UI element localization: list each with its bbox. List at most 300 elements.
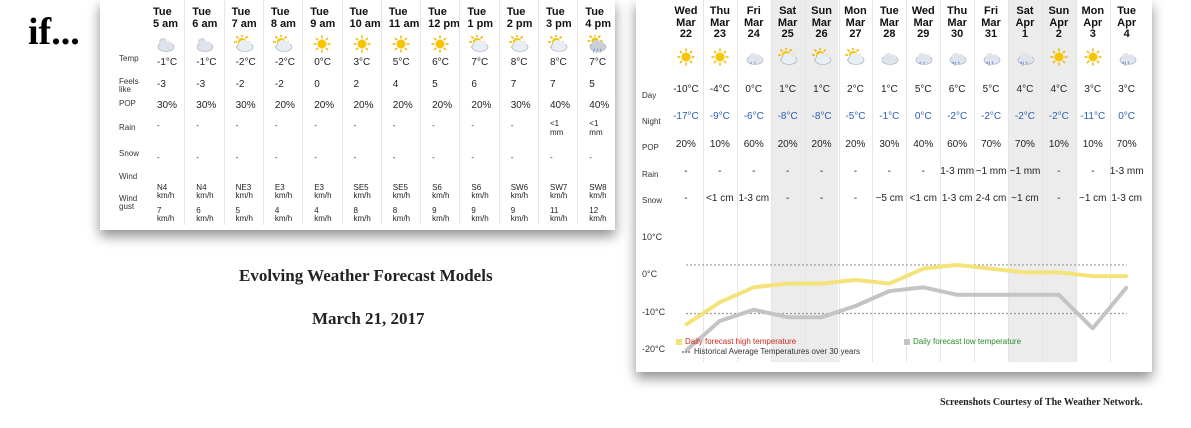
- column-divider: [459, 0, 460, 225]
- pop-value: 20%: [675, 139, 696, 150]
- night-temp-value: -2°C: [980, 111, 1002, 122]
- partly-cloudy-night-icon: [193, 35, 215, 58]
- low-temp-point: [888, 290, 891, 293]
- partly-sunny-icon: [468, 35, 490, 58]
- low-temp-point: [820, 316, 823, 319]
- snow-value: ~5 cm: [875, 193, 904, 204]
- night-temp-value: -2°C: [1014, 111, 1035, 122]
- daily-row-label: POP: [642, 143, 659, 152]
- high-temp-point: [990, 267, 993, 270]
- daily-row-label: Day: [642, 91, 657, 100]
- feels-like-value: 0: [314, 79, 320, 90]
- hour-time: 9 am: [310, 18, 336, 30]
- wind-unit: km/h: [471, 191, 489, 200]
- pop-value: 20%: [274, 100, 295, 111]
- partly-sunny-icon: [233, 35, 255, 58]
- day-header-mon: Mar: [845, 17, 866, 29]
- svg-text:/ / /: / / /: [593, 49, 602, 53]
- hourly-row-label: Wind gust: [119, 194, 138, 211]
- daily-row-label: Rain: [642, 170, 659, 179]
- wind-unit: km/h: [392, 191, 411, 200]
- wind-value: SW7: [550, 183, 568, 192]
- high-temp-point: [1125, 275, 1128, 278]
- gust-value: 12: [589, 206, 599, 215]
- rain-value: -: [819, 166, 824, 177]
- sunny-icon: [429, 35, 451, 58]
- legend-high-label: Daily forecast high temperature: [685, 337, 797, 346]
- feels-like-value: 5: [432, 79, 438, 90]
- gust-unit: km/h: [471, 214, 489, 223]
- snow-value: <1 cm: [706, 193, 734, 204]
- snow-value: 1-3 cm: [738, 193, 770, 204]
- day-header-date: 29: [917, 28, 930, 40]
- hour-day: Tue: [428, 6, 447, 18]
- legend-swatch-high: [676, 339, 682, 345]
- svg-text:*/ *: */ *: [952, 62, 961, 66]
- pop-value: 20%: [845, 139, 866, 150]
- wind-value: E3: [274, 183, 285, 192]
- temp-value: 3°C: [353, 57, 371, 68]
- hour-day: Tue: [506, 6, 526, 18]
- hour-day: Tue: [192, 6, 212, 18]
- gust-unit: km/h: [392, 214, 411, 223]
- hour-time: 2 pm: [506, 18, 533, 30]
- day-temp-value: -10°C: [673, 84, 699, 95]
- day-header-date: 30: [951, 28, 964, 40]
- day-header-date: 31: [984, 28, 998, 40]
- column-divider: [342, 0, 343, 225]
- rain-value: -: [1091, 166, 1095, 177]
- snow-value: -: [589, 153, 592, 162]
- hour-day: Tue: [388, 6, 408, 18]
- high-temp-point: [752, 286, 755, 289]
- pop-value: 20%: [471, 100, 492, 111]
- wind-unit: km/h: [589, 191, 607, 200]
- low-temp-point: [990, 293, 993, 296]
- day-header-dow: Wed: [674, 5, 698, 17]
- night-temp-value: -11°C: [1080, 111, 1106, 122]
- rain-unit: mm: [550, 128, 564, 137]
- night-temp-value: -8°C: [777, 111, 798, 122]
- svg-text:* *: * *: [749, 62, 757, 66]
- day-header-date: 24: [747, 28, 760, 40]
- snow-value: -: [684, 193, 688, 204]
- rain-value: -: [684, 166, 688, 177]
- snow-value: -: [510, 153, 514, 162]
- feels-like-value: 7: [510, 79, 517, 90]
- wind-value: SW6: [510, 183, 529, 192]
- night-temp-value: -1°C: [879, 111, 900, 122]
- wind-unit: km/h: [432, 191, 450, 200]
- day-temp-value: 4°C: [1050, 84, 1068, 95]
- snow-value: -: [235, 153, 239, 162]
- hour-day: Tue: [153, 6, 172, 18]
- daily-forecast-panel: [636, 0, 1152, 372]
- hour-day: Tue: [546, 6, 565, 18]
- day-header-date: 2: [1055, 28, 1062, 40]
- y-tick-label: -20°C: [642, 344, 666, 354]
- day-header-mon: Mar: [710, 17, 730, 29]
- low-temp-point: [854, 305, 857, 308]
- temperature-chart: [636, 0, 1152, 372]
- rain-value: -: [471, 121, 475, 130]
- high-temp-point: [718, 301, 721, 304]
- caption-date: March 21, 2017: [312, 309, 425, 328]
- day-header-dow: Sun: [1048, 5, 1070, 17]
- hour-day: Tue: [231, 6, 251, 18]
- hour-day: Tue: [349, 6, 369, 18]
- snow-value: -: [1057, 193, 1061, 204]
- pop-value: 20%: [432, 100, 453, 111]
- wind-value: N4: [157, 183, 168, 192]
- pop-value: 20%: [353, 100, 374, 111]
- column-divider: [577, 0, 578, 225]
- day-header-dow: Fri: [746, 5, 761, 17]
- hour-time: 11 am: [388, 18, 420, 30]
- day-header-dow: Tue: [879, 5, 899, 17]
- cloudy-rain-icon: [586, 35, 608, 58]
- rain-value: -: [314, 121, 317, 130]
- wind-unit: km/h: [550, 191, 568, 200]
- day-header-dow: Thu: [709, 5, 730, 17]
- feels-like-value: -2: [274, 79, 284, 90]
- partly-sunny-icon: [547, 35, 569, 58]
- pop-value: 70%: [981, 139, 1002, 150]
- partly-sunny-icon: [508, 35, 530, 58]
- pop-value: 10%: [1082, 139, 1103, 150]
- wind-unit: km/h: [314, 191, 332, 200]
- temp-value: 8°C: [550, 57, 567, 68]
- low-temp-point: [1125, 286, 1128, 289]
- high-temp-point: [820, 282, 823, 285]
- day-temp-value: 6°C: [948, 84, 966, 95]
- rain-value: -: [353, 121, 357, 130]
- snow-value: 1-3 cm: [1111, 193, 1142, 204]
- y-tick-label: -10°C: [642, 306, 666, 317]
- wind-value: N4: [196, 183, 207, 192]
- column-divider: [499, 0, 500, 225]
- hourly-row-label: Feels like: [119, 77, 139, 94]
- day-header-date: 27: [849, 28, 862, 40]
- rain-unit: mm: [589, 128, 603, 137]
- day-temp-value: 0°C: [745, 84, 763, 95]
- rain-value: ~1 mm: [1009, 166, 1041, 177]
- day-header-dow: Tue: [1117, 5, 1137, 17]
- gust-value: 9: [510, 206, 516, 215]
- wind-unit: km/h: [510, 191, 529, 200]
- rain-value: -: [196, 121, 199, 130]
- low-temp-point: [1091, 327, 1094, 330]
- snow-value: -: [819, 193, 824, 204]
- day-header-mon: Mar: [811, 17, 832, 29]
- hour-day: Tue: [467, 6, 487, 18]
- day-header-mon: Apr: [1083, 17, 1103, 29]
- pop-value: 40%: [589, 100, 610, 111]
- wind-value: S6: [471, 183, 482, 192]
- rain-value: -: [1057, 166, 1061, 177]
- gust-value: 8: [392, 206, 398, 215]
- low-temp-point: [922, 286, 925, 289]
- high-temp-point: [684, 323, 687, 326]
- high-temp-point: [854, 278, 857, 281]
- legend-swatch-low: [904, 339, 910, 345]
- day-temp-value: 5°C: [982, 84, 1000, 95]
- rain-value: <1: [550, 119, 560, 128]
- high-temp-point: [956, 263, 959, 266]
- hour-time: 6 am: [192, 18, 218, 30]
- wind-value: SE5: [392, 183, 408, 192]
- low-temp-point: [718, 319, 721, 322]
- day-header-dow: Thu: [947, 5, 968, 17]
- temp-value: 8°C: [510, 57, 528, 68]
- day-temp-value: 4°C: [1016, 84, 1034, 95]
- temp-value: -2°C: [235, 57, 256, 68]
- caption-credit: Screenshots Courtesy of The Weather Network.: [940, 397, 1143, 408]
- feels-like-value: 6: [471, 79, 477, 90]
- low-temp-point: [956, 293, 959, 296]
- rain-value: -: [752, 166, 756, 177]
- column-divider: [263, 0, 264, 225]
- hour-time: 10 am: [349, 18, 381, 30]
- daily-row-label: Snow: [642, 196, 663, 205]
- night-temp-value: -2°C: [947, 111, 968, 122]
- snow-value: -: [392, 153, 396, 162]
- feels-like-value: 7: [550, 79, 556, 90]
- gust-unit: km/h: [235, 214, 253, 223]
- hour-time: 5 am: [153, 18, 179, 30]
- feels-like-value: -3: [196, 79, 206, 90]
- gust-value: 4: [274, 206, 280, 215]
- day-header-date: 22: [679, 28, 693, 40]
- gust-value: 7: [157, 206, 162, 215]
- hourly-row-label: POP: [119, 99, 136, 108]
- feels-like-value: 4: [392, 79, 399, 90]
- night-temp-value: 0°C: [914, 111, 932, 122]
- feels-like-value: -3: [157, 79, 166, 90]
- day-header-dow: Mon: [844, 5, 867, 17]
- rain-value: <1: [589, 119, 599, 128]
- partly-sunny-icon: [272, 35, 294, 58]
- day-header-dow: Fri: [984, 5, 999, 17]
- day-header-mon: Mar: [981, 17, 1001, 29]
- snow-value: -: [853, 193, 858, 204]
- rain-value: -: [274, 121, 278, 130]
- wind-value: SW8: [589, 183, 607, 192]
- day-header-dow: Wed: [911, 5, 935, 17]
- pop-value: 20%: [392, 100, 413, 111]
- sunny-icon: [390, 35, 412, 58]
- rain-value: -: [718, 166, 722, 177]
- temp-value: -2°C: [274, 57, 296, 68]
- day-header-date: 26: [815, 28, 828, 40]
- wind-value: E3: [314, 183, 324, 192]
- rain-value: -: [887, 166, 892, 177]
- rain-value: -: [853, 166, 858, 177]
- wind-value: NE3: [235, 183, 252, 192]
- rain-value: ~1 mm: [975, 166, 1007, 177]
- column-divider: [420, 0, 421, 225]
- hour-time: 3 pm: [546, 18, 572, 30]
- intro-text: if...: [28, 11, 80, 53]
- day-header-dow: Sun: [811, 5, 832, 17]
- gust-value: 4: [314, 206, 319, 215]
- pop-value: 10%: [709, 139, 730, 150]
- svg-text:*/ *: */ *: [1121, 62, 1130, 66]
- night-temp-value: -17°C: [673, 111, 699, 122]
- gust-value: 9: [432, 206, 437, 215]
- day-header-mon: Apr: [1117, 17, 1137, 29]
- legend-low-label: Daily forecast low temperature: [913, 337, 1022, 346]
- pop-value: 30%: [196, 100, 217, 111]
- temp-value: 7°C: [471, 57, 489, 68]
- day-header-mon: Mar: [947, 17, 967, 29]
- low-temp-point: [752, 308, 755, 311]
- day-header-date: 1: [1021, 28, 1028, 40]
- legend-historical-label: Historical Average Temperatures over 30 years: [694, 347, 861, 356]
- temp-value: -1°C: [196, 57, 217, 68]
- feels-like-value: 2: [353, 79, 360, 90]
- temp-value: 7°C: [589, 57, 607, 68]
- wind-unit: km/h: [353, 191, 371, 200]
- hour-time: 1 pm: [467, 18, 494, 30]
- high-temp-point: [888, 282, 891, 285]
- day-header-mon: Apr: [1015, 17, 1035, 29]
- snow-value: -: [353, 153, 357, 162]
- day-header-mon: Apr: [1049, 17, 1069, 29]
- day-header-date: 23: [713, 28, 726, 40]
- gust-value: 11: [550, 206, 559, 215]
- pop-value: 40%: [913, 139, 934, 150]
- rain-value: -: [235, 121, 239, 130]
- hourly-row-label: Rain: [119, 123, 136, 132]
- gust-unit: km/h: [353, 214, 371, 223]
- wind-unit: km/h: [157, 191, 175, 200]
- snow-value: -: [314, 153, 317, 162]
- day-temp-value: 1°C: [880, 84, 898, 95]
- night-temp-value: -9°C: [709, 111, 730, 122]
- night-temp-value: -2°C: [1048, 111, 1069, 122]
- snow-value: -: [432, 153, 435, 162]
- snow-value: ~1 cm: [1078, 193, 1107, 204]
- sunny-icon: [311, 35, 333, 58]
- y-tick-label: 10°C: [642, 232, 663, 242]
- pop-value: 60%: [947, 139, 968, 150]
- column-divider: [381, 0, 382, 225]
- caption-title: Evolving Weather Forecast Models: [239, 266, 493, 285]
- day-temp-value: 3°C: [1084, 84, 1102, 95]
- rain-value: -: [785, 166, 790, 177]
- day-temp-value: -4°C: [709, 84, 730, 95]
- hourly-row-label: Wind: [119, 172, 138, 181]
- high-temp-point: [1091, 275, 1094, 278]
- snow-value: <1 cm: [909, 193, 937, 204]
- gust-unit: km/h: [274, 214, 293, 223]
- day-header-date: 28: [883, 28, 896, 40]
- pop-value: 30%: [879, 139, 900, 150]
- column-divider: [302, 0, 303, 225]
- night-temp-value: -5°C: [845, 111, 866, 122]
- gust-value: 9: [471, 206, 476, 215]
- hourly-row-label: Snow: [119, 149, 140, 158]
- daily-row-label: Night: [642, 117, 661, 126]
- pop-value: 20%: [314, 100, 335, 111]
- hour-time: 12 pm: [428, 18, 460, 30]
- rain-value: -: [921, 166, 925, 177]
- pop-value: 40%: [550, 100, 571, 111]
- day-header-date: 4: [1123, 28, 1130, 40]
- gust-unit: km/h: [589, 214, 607, 223]
- hourly-row-label: Temp: [119, 54, 139, 63]
- wind-unit: km/h: [196, 191, 214, 200]
- rain-value: -: [392, 121, 396, 130]
- feels-like-value: -2: [235, 79, 245, 90]
- low-temp-point: [786, 316, 789, 319]
- day-temp-value: 5°C: [914, 84, 932, 95]
- temp-value: 6°C: [432, 57, 449, 68]
- svg-text:* *: * *: [919, 62, 926, 66]
- temp-value: 0°C: [314, 57, 331, 68]
- rain-value: -: [510, 121, 514, 130]
- snow-value: -: [471, 153, 475, 162]
- night-temp-value: -8°C: [811, 111, 832, 122]
- legend-swatch-historical: [682, 351, 690, 353]
- hour-time: 7 am: [231, 18, 257, 30]
- hourly-forecast-panel: [100, 0, 615, 230]
- column-divider: [224, 0, 225, 225]
- day-header-date: 25: [781, 28, 794, 40]
- pop-value: 70%: [1014, 139, 1035, 150]
- day-temp-value: 2°C: [847, 84, 864, 95]
- wind-unit: km/h: [235, 191, 253, 200]
- hour-time: 8 am: [270, 18, 296, 30]
- wind-value: SE5: [353, 183, 369, 192]
- rain-value: 1-3 mm: [940, 166, 975, 177]
- pop-value: 30%: [510, 100, 531, 111]
- pop-value: 20%: [811, 139, 832, 150]
- day-header-mon: Mar: [913, 17, 934, 29]
- day-header-mon: Mar: [777, 17, 798, 29]
- day-header-mon: Mar: [676, 17, 696, 29]
- hour-day: Tue: [585, 6, 605, 18]
- night-temp-value: 0°C: [1118, 111, 1136, 122]
- feels-like-value: 5: [589, 79, 595, 90]
- low-temp-point: [1057, 293, 1060, 296]
- temp-value: 5°C: [392, 57, 410, 68]
- svg-text:*/ *: */ *: [986, 62, 995, 66]
- pop-value: 10%: [1048, 139, 1069, 150]
- day-header-dow: Mon: [1081, 5, 1105, 17]
- temp-value: -1°C: [157, 57, 178, 68]
- day-temp-value: 3°C: [1118, 84, 1136, 95]
- column-divider: [184, 0, 185, 225]
- day-temp-value: 1°C: [813, 84, 830, 95]
- day-header-mon: Mar: [879, 17, 900, 29]
- day-temp-value: 1°C: [779, 84, 797, 95]
- pop-value: 30%: [157, 100, 178, 111]
- sunny-icon: [351, 35, 373, 58]
- column-divider: [538, 0, 539, 225]
- snow-value: -: [274, 153, 278, 162]
- pop-value: 20%: [777, 139, 798, 150]
- y-tick-label: 0°C: [642, 269, 658, 280]
- snow-value: ~1 cm: [1011, 193, 1039, 204]
- gust-value: 8: [353, 206, 358, 215]
- svg-text:*/ *: */ *: [1019, 62, 1028, 66]
- day-header-dow: Sat: [1016, 5, 1034, 17]
- pop-value: 30%: [235, 100, 256, 111]
- snow-value: -: [785, 193, 790, 204]
- gust-value: 6: [196, 206, 201, 215]
